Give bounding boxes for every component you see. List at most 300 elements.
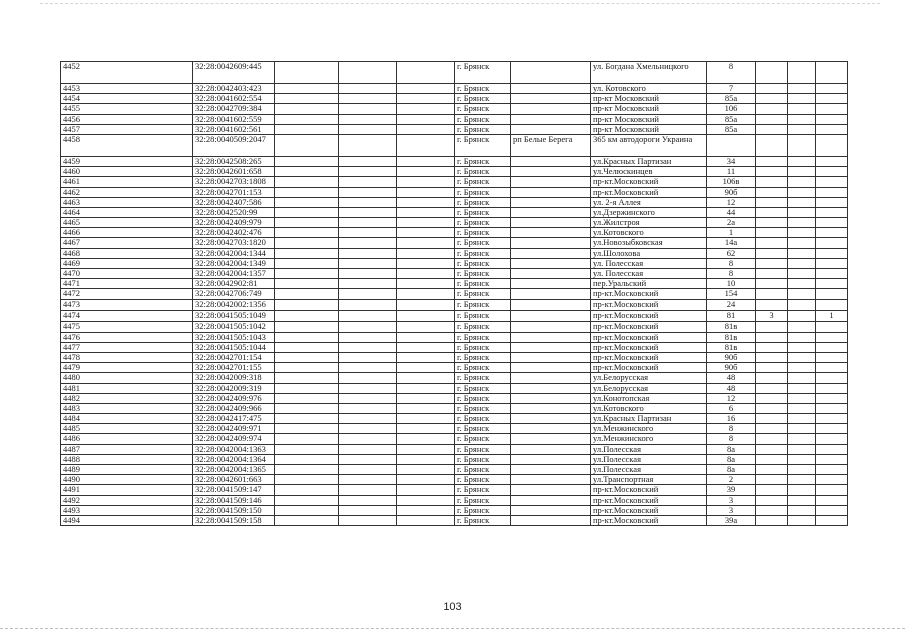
cell-apartment	[756, 248, 788, 258]
cell-empty	[397, 383, 455, 393]
cell-locality: рп Белые Берега	[511, 134, 591, 156]
cell-city: г. Брянск	[455, 258, 511, 268]
cell-record-number: 4453	[61, 84, 193, 94]
cell-street: пр-кт.Московский	[591, 310, 707, 321]
cell-empty	[275, 383, 339, 393]
cell-empty	[275, 124, 339, 134]
cell-empty	[275, 373, 339, 383]
cell-empty	[397, 424, 455, 434]
cell-empty	[275, 84, 339, 94]
cell-house: 10	[707, 279, 756, 289]
scan-edge-top	[40, 3, 880, 8]
cell-locality	[511, 228, 591, 238]
cell-record-number: 4485	[61, 424, 193, 434]
cell-empty	[397, 167, 455, 177]
cell-street: пр-кт.Московский	[591, 352, 707, 362]
cell-extra	[816, 258, 848, 268]
cell-city: г. Брянск	[455, 124, 511, 134]
cell-locality	[511, 332, 591, 342]
cell-extra	[816, 414, 848, 424]
cell-empty	[275, 310, 339, 321]
cell-empty	[339, 238, 397, 248]
cell-extra	[816, 114, 848, 124]
cell-empty	[397, 258, 455, 268]
cell-empty	[339, 352, 397, 362]
cell-empty	[788, 403, 816, 413]
cell-locality	[511, 495, 591, 505]
table-row	[61, 342, 848, 352]
cell-empty	[275, 156, 339, 166]
cell-empty	[397, 84, 455, 94]
cell-city: г. Брянск	[455, 321, 511, 332]
cell-empty	[788, 321, 816, 332]
scan-edge-bottom	[0, 628, 905, 635]
cell-extra	[816, 218, 848, 228]
table-row	[61, 383, 848, 393]
cell-apartment	[756, 269, 788, 279]
cell-record-number: 4460	[61, 167, 193, 177]
cell-empty	[788, 424, 816, 434]
table-row	[61, 258, 848, 268]
cell-empty	[275, 424, 339, 434]
cell-record-number: 4481	[61, 383, 193, 393]
cell-empty	[275, 167, 339, 177]
cell-empty	[275, 279, 339, 289]
cell-empty	[275, 238, 339, 248]
cell-city: г. Брянск	[455, 207, 511, 217]
cell-empty	[788, 332, 816, 342]
cell-apartment	[756, 289, 788, 300]
cell-city: г. Брянск	[455, 515, 511, 525]
cell-record-number: 4472	[61, 289, 193, 300]
cell-cadastral-number: 32:28:0041505:1049	[193, 310, 275, 321]
cell-cadastral-number: 32:28:0042409:974	[193, 434, 275, 444]
cell-empty	[788, 444, 816, 454]
cell-house: 7	[707, 84, 756, 94]
cell-record-number: 4456	[61, 114, 193, 124]
cell-empty	[397, 124, 455, 134]
cell-empty	[275, 505, 339, 515]
cell-record-number: 4482	[61, 393, 193, 403]
cell-empty	[788, 84, 816, 94]
cell-apartment	[756, 114, 788, 124]
cell-empty	[275, 352, 339, 362]
table-row	[61, 352, 848, 362]
cell-record-number: 4458	[61, 134, 193, 156]
cell-record-number: 4467	[61, 238, 193, 248]
cell-house: 39	[707, 485, 756, 495]
cell-cadastral-number: 32:28:0042004:1349	[193, 258, 275, 268]
cell-empty	[397, 269, 455, 279]
table-row	[61, 62, 848, 84]
cell-empty	[397, 465, 455, 475]
cell-empty	[339, 177, 397, 187]
cell-extra	[816, 321, 848, 332]
cell-empty	[339, 114, 397, 124]
cell-street: ул.Красных Партизан	[591, 156, 707, 166]
cell-extra	[816, 485, 848, 495]
cell-empty	[339, 485, 397, 495]
cell-city: г. Брянск	[455, 485, 511, 495]
cell-city: г. Брянск	[455, 238, 511, 248]
cell-locality	[511, 321, 591, 332]
cell-apartment	[756, 424, 788, 434]
cell-street: ул. Полесская	[591, 258, 707, 268]
cell-empty	[788, 207, 816, 217]
cell-street: ул.Транспортная	[591, 475, 707, 485]
cell-locality	[511, 187, 591, 197]
cell-empty	[788, 475, 816, 485]
cell-empty	[397, 156, 455, 166]
cell-locality	[511, 94, 591, 104]
cell-apartment	[756, 84, 788, 94]
cell-empty	[339, 454, 397, 464]
cell-record-number: 4480	[61, 373, 193, 383]
cell-city: г. Брянск	[455, 62, 511, 84]
cell-empty	[788, 454, 816, 464]
cell-locality	[511, 444, 591, 454]
cell-cadastral-number: 32:28:0042009:319	[193, 383, 275, 393]
cell-empty	[339, 62, 397, 84]
cell-record-number: 4465	[61, 218, 193, 228]
cell-empty	[788, 393, 816, 403]
cell-empty	[275, 414, 339, 424]
cell-extra	[816, 475, 848, 485]
cell-empty	[339, 269, 397, 279]
cell-street: пр-кт.Московский	[591, 289, 707, 300]
cell-street: пр-кт.Московский	[591, 515, 707, 525]
table-row	[61, 373, 848, 383]
table-row	[61, 124, 848, 134]
cell-house: 90б	[707, 363, 756, 373]
table-row	[61, 495, 848, 505]
cell-locality	[511, 156, 591, 166]
cell-locality	[511, 373, 591, 383]
cell-extra	[816, 197, 848, 207]
cell-empty	[339, 134, 397, 156]
cell-extra	[816, 104, 848, 114]
cell-street: ул. Богдана Хмельницкого	[591, 62, 707, 84]
cell-empty	[275, 207, 339, 217]
cell-street: ул.Менжинского	[591, 434, 707, 444]
cell-street: ул. Полесская	[591, 269, 707, 279]
cell-empty	[339, 84, 397, 94]
cell-house: 8	[707, 434, 756, 444]
cell-street: ул.Жилстроя	[591, 218, 707, 228]
cell-empty	[397, 279, 455, 289]
cell-empty	[788, 363, 816, 373]
cell-empty	[788, 383, 816, 393]
cell-apartment	[756, 342, 788, 352]
cell-extra	[816, 332, 848, 342]
table-row	[61, 515, 848, 525]
cell-city: г. Брянск	[455, 465, 511, 475]
cell-cadastral-number: 32:28:0042508:265	[193, 156, 275, 166]
cell-record-number: 4484	[61, 414, 193, 424]
cell-locality	[511, 167, 591, 177]
cell-empty	[788, 434, 816, 444]
cell-empty	[788, 310, 816, 321]
cell-cadastral-number: 32:28:0042701:153	[193, 187, 275, 197]
cell-empty	[788, 258, 816, 268]
cell-empty	[397, 114, 455, 124]
cell-empty	[788, 94, 816, 104]
cell-apartment	[756, 124, 788, 134]
cell-apartment	[756, 187, 788, 197]
cell-extra	[816, 424, 848, 434]
cell-apartment	[756, 258, 788, 268]
cell-city: г. Брянск	[455, 424, 511, 434]
cell-city: г. Брянск	[455, 383, 511, 393]
cell-house: 34	[707, 156, 756, 166]
cell-cadastral-number: 32:28:0042706:749	[193, 289, 275, 300]
cell-extra	[816, 465, 848, 475]
cell-empty	[397, 475, 455, 485]
cell-apartment	[756, 465, 788, 475]
cell-empty	[275, 475, 339, 485]
cell-empty	[339, 475, 397, 485]
cell-empty	[339, 197, 397, 207]
table-row	[61, 475, 848, 485]
cell-record-number: 4489	[61, 465, 193, 475]
cell-apartment	[756, 104, 788, 114]
cell-extra: 1	[816, 310, 848, 321]
cell-street: пр-кт.Московский	[591, 495, 707, 505]
table-row	[61, 187, 848, 197]
cell-locality	[511, 300, 591, 310]
cell-cadastral-number: 32:28:0042409:976	[193, 393, 275, 403]
cell-cadastral-number: 32:28:0041509:147	[193, 485, 275, 495]
cell-street: ул. 2-я Аллея	[591, 197, 707, 207]
cell-city: г. Брянск	[455, 167, 511, 177]
cell-extra	[816, 228, 848, 238]
cell-empty	[339, 310, 397, 321]
cell-street: ул.Дзержинского	[591, 207, 707, 217]
table-row	[61, 465, 848, 475]
cell-apartment	[756, 228, 788, 238]
cell-empty	[275, 342, 339, 352]
cell-apartment	[756, 414, 788, 424]
cell-city: г. Брянск	[455, 475, 511, 485]
cell-locality	[511, 289, 591, 300]
cell-street: пер.Уральский	[591, 279, 707, 289]
cell-empty	[339, 424, 397, 434]
cell-city: г. Брянск	[455, 228, 511, 238]
cell-city: г. Брянск	[455, 495, 511, 505]
cell-empty	[397, 342, 455, 352]
cell-empty	[275, 62, 339, 84]
cell-cadastral-number: 32:28:0042009:318	[193, 373, 275, 383]
cell-apartment	[756, 515, 788, 525]
cell-empty	[788, 228, 816, 238]
cell-locality	[511, 434, 591, 444]
cell-empty	[339, 505, 397, 515]
cell-empty	[788, 505, 816, 515]
cell-empty	[339, 403, 397, 413]
cell-empty	[339, 104, 397, 114]
cell-empty	[397, 187, 455, 197]
cell-city: г. Брянск	[455, 84, 511, 94]
cell-record-number: 4479	[61, 363, 193, 373]
cell-record-number: 4470	[61, 269, 193, 279]
cell-empty	[397, 485, 455, 495]
cell-record-number: 4464	[61, 207, 193, 217]
cell-record-number: 4471	[61, 279, 193, 289]
cell-house: 8	[707, 269, 756, 279]
cell-extra	[816, 124, 848, 134]
cell-extra	[816, 167, 848, 177]
cell-apartment	[756, 363, 788, 373]
cell-empty	[275, 228, 339, 238]
cell-extra	[816, 269, 848, 279]
table-row	[61, 403, 848, 413]
cell-record-number: 4459	[61, 156, 193, 166]
cell-cadastral-number: 32:28:0042601:658	[193, 167, 275, 177]
cell-empty	[397, 515, 455, 525]
cell-empty	[275, 248, 339, 258]
cell-city: г. Брянск	[455, 218, 511, 228]
cell-empty	[397, 352, 455, 362]
table-row	[61, 94, 848, 104]
cell-locality	[511, 424, 591, 434]
cell-empty	[339, 94, 397, 104]
cell-street: пр-кт Московский	[591, 114, 707, 124]
cell-house: 8а	[707, 454, 756, 464]
cell-extra	[816, 495, 848, 505]
cell-record-number: 4487	[61, 444, 193, 454]
cell-extra	[816, 505, 848, 515]
cell-apartment	[756, 495, 788, 505]
cell-empty	[397, 332, 455, 342]
cell-house: 106в	[707, 177, 756, 187]
cell-house: 85а	[707, 114, 756, 124]
cell-city: г. Брянск	[455, 248, 511, 258]
cell-cadastral-number: 32:28:0042002:1356	[193, 300, 275, 310]
table-row	[61, 218, 848, 228]
cell-cadastral-number: 32:28:0042701:154	[193, 352, 275, 362]
cell-cadastral-number: 32:28:0042402:476	[193, 228, 275, 238]
cell-house: 81в	[707, 321, 756, 332]
cell-empty	[788, 238, 816, 248]
table-row	[61, 321, 848, 332]
cell-apartment	[756, 62, 788, 84]
table-row	[61, 177, 848, 187]
cell-house: 16	[707, 414, 756, 424]
cell-empty	[397, 444, 455, 454]
cell-empty	[339, 342, 397, 352]
cell-cadastral-number: 32:28:0042409:966	[193, 403, 275, 413]
cell-empty	[397, 373, 455, 383]
cell-empty	[397, 454, 455, 464]
cell-extra	[816, 454, 848, 464]
table-row	[61, 332, 848, 342]
cell-house: 8а	[707, 444, 756, 454]
cell-record-number: 4492	[61, 495, 193, 505]
cell-city: г. Брянск	[455, 403, 511, 413]
cell-apartment	[756, 279, 788, 289]
cell-empty	[397, 134, 455, 156]
cell-empty	[339, 414, 397, 424]
cell-empty	[397, 228, 455, 238]
table-row	[61, 167, 848, 177]
cell-empty	[788, 373, 816, 383]
cell-extra	[816, 444, 848, 454]
cell-street: пр-кт.Московский	[591, 177, 707, 187]
cell-apartment	[756, 134, 788, 156]
cell-apartment	[756, 177, 788, 187]
table-row	[61, 434, 848, 444]
cell-street: пр-кт.Московский	[591, 342, 707, 352]
cell-empty	[275, 454, 339, 464]
cell-empty	[339, 444, 397, 454]
cell-apartment	[756, 321, 788, 332]
cell-apartment	[756, 94, 788, 104]
table-row	[61, 393, 848, 403]
table-row	[61, 300, 848, 310]
table-row	[61, 279, 848, 289]
cell-street: ул.Полесская	[591, 444, 707, 454]
cell-cadastral-number: 32:28:0041509:158	[193, 515, 275, 525]
cell-house: 62	[707, 248, 756, 258]
cell-empty	[397, 505, 455, 515]
cell-street: пр-кт.Московский	[591, 485, 707, 495]
table-row	[61, 505, 848, 515]
cell-empty	[275, 94, 339, 104]
cell-empty	[788, 465, 816, 475]
cell-city: г. Брянск	[455, 300, 511, 310]
cell-empty	[339, 393, 397, 403]
cell-empty	[275, 300, 339, 310]
cell-locality	[511, 383, 591, 393]
cell-extra	[816, 393, 848, 403]
cell-cadastral-number: 32:28:0040509:2047	[193, 134, 275, 156]
cell-apartment	[756, 167, 788, 177]
cell-street: пр-кт.Московский	[591, 505, 707, 515]
table-row	[61, 238, 848, 248]
cell-apartment	[756, 393, 788, 403]
cell-house: 48	[707, 383, 756, 393]
cell-locality	[511, 114, 591, 124]
cell-street: пр-кт.Московский	[591, 321, 707, 332]
cell-apartment	[756, 475, 788, 485]
cell-extra	[816, 434, 848, 444]
cell-extra	[816, 342, 848, 352]
cell-city: г. Брянск	[455, 94, 511, 104]
table-row	[61, 363, 848, 373]
cell-record-number: 4491	[61, 485, 193, 495]
cell-record-number: 4476	[61, 332, 193, 342]
cell-cadastral-number: 32:28:0042609:445	[193, 62, 275, 84]
cell-locality	[511, 515, 591, 525]
cell-empty	[788, 485, 816, 495]
cell-empty	[397, 393, 455, 403]
cell-city: г. Брянск	[455, 156, 511, 166]
cell-empty	[339, 332, 397, 342]
cell-cadastral-number: 32:28:0042902:81	[193, 279, 275, 289]
cell-empty	[397, 403, 455, 413]
cell-city: г. Брянск	[455, 414, 511, 424]
cell-locality	[511, 104, 591, 114]
cell-cadastral-number: 32:28:0041505:1042	[193, 321, 275, 332]
cell-record-number: 4466	[61, 228, 193, 238]
cell-empty	[275, 465, 339, 475]
cell-locality	[511, 124, 591, 134]
cell-locality	[511, 258, 591, 268]
cell-extra	[816, 238, 848, 248]
cell-city: г. Брянск	[455, 114, 511, 124]
cell-record-number: 4483	[61, 403, 193, 413]
cell-house: 90б	[707, 352, 756, 362]
